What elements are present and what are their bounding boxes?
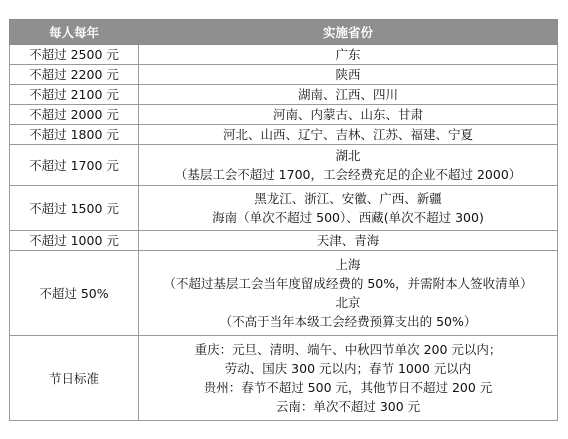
provinces-line: 湖北	[335, 148, 361, 163]
amount-cell: 不超过 2000 元	[10, 105, 139, 125]
provinces-cell	[139, 336, 558, 421]
provinces-cell	[139, 65, 558, 85]
amount-cell: 不超过 1800 元	[10, 125, 139, 145]
table-row	[10, 125, 558, 145]
provinces-line: 湖南、江西、四川	[297, 87, 398, 102]
table-header-row	[10, 20, 558, 45]
amount-cell: 不超过 2100 元	[10, 85, 139, 105]
holiday-line: 贵州：春节不超过 500 元，其他节日不超过 200 元	[203, 380, 493, 395]
amount-cell: 不超过 2500 元	[10, 45, 139, 65]
provinces-note: （基层工会不超过 1700，工会经费充足的企业不超过 2000）	[174, 167, 522, 182]
provinces-line: 上海	[335, 257, 361, 272]
table-row	[10, 45, 558, 65]
table-row	[10, 85, 558, 105]
table-row	[10, 231, 558, 251]
provinces-cell	[139, 105, 558, 125]
amount-cell: 节日标准	[10, 336, 139, 421]
provinces-cell	[139, 45, 558, 65]
subsidy-standards-table	[9, 19, 558, 421]
table-row	[10, 251, 558, 336]
table-body	[10, 45, 558, 421]
provinces-note: （不超过基层工会当年度留成经费的 50%，并需附本人签收清单）	[163, 276, 533, 291]
provinces-line: 河北、山西、辽宁、吉林、江苏、福建、宁夏	[222, 127, 473, 142]
holiday-line: 云南：单次不超过 300 元	[275, 399, 421, 414]
provinces-cell	[139, 85, 558, 105]
holiday-line: 重庆：元旦、清明、端午、中秋四节单次 200 元以内；	[194, 342, 502, 357]
amount-cell: 不超过 1700 元	[10, 145, 139, 186]
table-row	[10, 186, 558, 231]
provinces-cell	[139, 145, 558, 186]
provinces-line: 陕西	[335, 67, 361, 82]
table-row	[10, 65, 558, 85]
provinces-cell	[139, 186, 558, 231]
table-row	[10, 105, 558, 125]
provinces-cell	[139, 125, 558, 145]
amount-cell: 不超过 1500 元	[10, 186, 139, 231]
holiday-line: 劳动、国庆 300 元以内；春节 1000 元以内	[224, 361, 472, 376]
amount-cell: 不超过 2200 元	[10, 65, 139, 85]
table-row	[10, 336, 558, 421]
provinces-line: 天津、青海	[316, 233, 380, 248]
provinces-line: 黑龙江、浙江、安徽、广西、新疆	[254, 191, 442, 206]
amount-cell: 不超过 50%	[10, 251, 139, 336]
provinces-line: 北京	[335, 295, 361, 310]
provinces-cell	[139, 231, 558, 251]
header-per-person-per-year: 每人每年	[10, 20, 139, 45]
provinces-line: 河南、内蒙古、山东、甘肃	[272, 107, 423, 122]
provinces-line: 广东	[335, 47, 361, 62]
table-row	[10, 145, 558, 186]
amount-cell: 不超过 1000 元	[10, 231, 139, 251]
provinces-line: 海南（单次不超过 500）、西藏(单次不超过 300)	[212, 210, 484, 225]
header-provinces: 实施省份	[139, 20, 558, 45]
provinces-note: （不高于当年本级工会经费预算支出的 50%）	[219, 314, 477, 329]
provinces-cell	[139, 251, 558, 336]
